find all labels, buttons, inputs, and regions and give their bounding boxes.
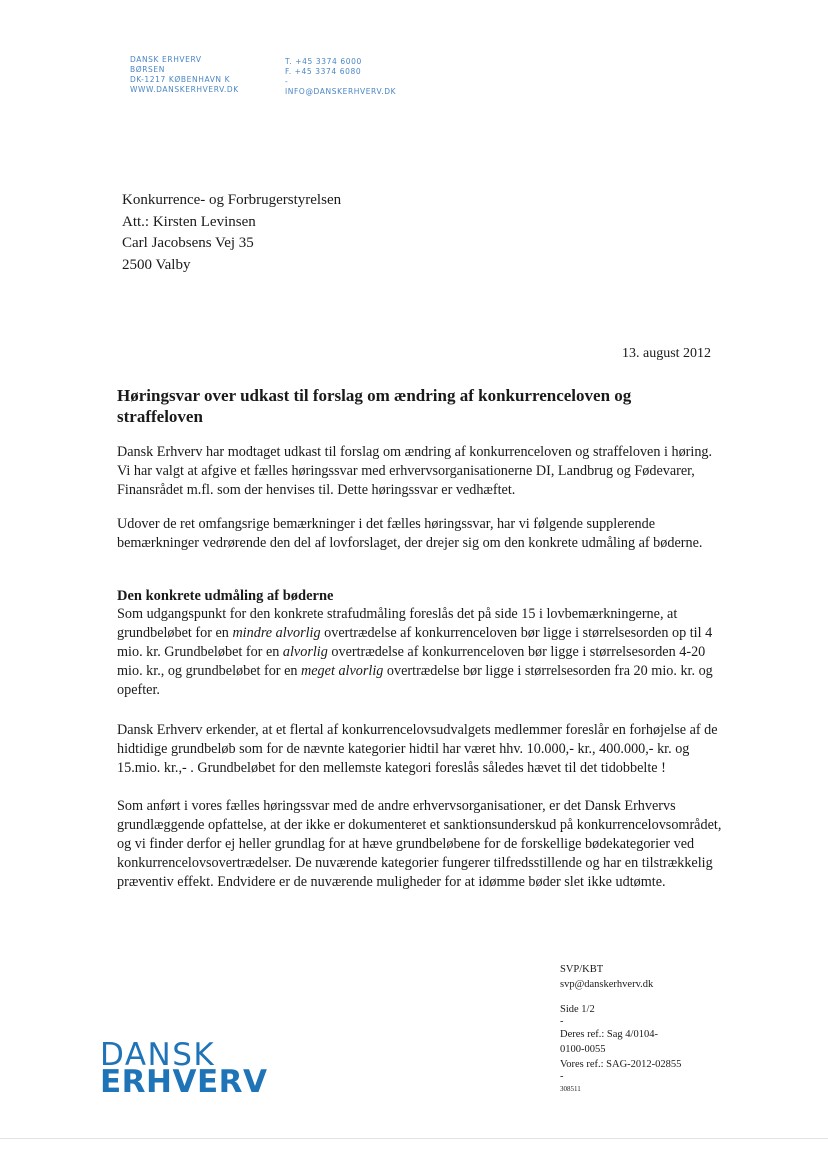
recipient-city: 2500 Valby — [122, 256, 191, 273]
section-subheading: Den konkrete udmåling af bøderne — [117, 588, 334, 604]
author-email: svp@danskerhverv.dk — [560, 979, 654, 990]
paragraph-supplement: Udover de ret omfangsrige bemærkninger i det fælles høringssvar, har vi følgende supplerende bemærkninger vedrørende den del af lovforslaget, der drejer sig om den konkrete udmåling af bøderne. — [117, 516, 703, 551]
fine-levels-text-3: overtrædelse af konkurrenceloven bør ligge i størrelsesorden 4-20 mio. kr., og grundbeløbet for en — [117, 644, 706, 679]
recipient-organization: Konkurrence- og Forbrugerstyrelsen — [122, 192, 342, 208]
letterhead-city: DK-1217 KØBENHAVN K — [130, 75, 231, 84]
letterhead-address — [130, 55, 239, 95]
letterhead-org: DANSK ERHVERV — [130, 55, 202, 64]
author-initials: SVP/KBT — [560, 964, 604, 975]
page-bottom-divider — [0, 1138, 828, 1139]
letterhead-email: INFO@DANSKERHVERV.DK — [285, 87, 397, 96]
paragraph-position: Som anført i vores fælles høringssvar med de andre erhvervsorganisationer, er det Dansk Erhvervs grundlæggende opfattelse, at der ikke er dokumenteret et sanktionsunderskud på konkurrencelovsområdet, og vi finder derfor ej heller grundlag for at hæve grundbeløbene for de forskellige bødekategorier ved konkurrencelovsovertrædelser. De nuværende kategorier fungerer tilfredsstillende og har en tilstrækkelig præventiv effekt. Endvidere er de nuværende muligheder for at idømme bøder slet ikke udtømte. — [117, 798, 722, 890]
fine-levels-italic-2: alvorlig — [282, 644, 328, 660]
our-reference: Vores ref.: SAG-2012-02855 — [560, 1059, 682, 1070]
logo-line-erhverv: ERHVERV — [100, 1064, 268, 1100]
fine-levels-italic-3: meget alvorlig — [301, 663, 384, 679]
separator-dash-2: - — [560, 1071, 564, 1082]
letterhead-building: BØRSEN — [130, 65, 165, 74]
dansk-erhverv-logo — [100, 1037, 268, 1100]
letterhead-dash: - — [285, 77, 289, 86]
fine-levels-text-1: Som udgangspunkt for den konkrete strafudmåling foreslås det på side 15 i lovbemærkningerne, at grundbeløbet for en — [117, 606, 678, 641]
fine-levels-italic-1: mindre alvorlig — [232, 625, 321, 641]
paragraph-intro: Dansk Erhverv har modtaget udkast til forslag om ændring af konkurrenceloven og straffeloven i høring. Vi har valgt at afgive et fælles høringssvar med erhvervsorganisationerne DI, Landbrug og Fødevarer, Finansrådet m.fl. som der henvises til. Dette høringssvar er vedhæftet. — [117, 444, 713, 498]
separator-dash: - — [560, 1016, 564, 1027]
fine-levels-text-2: overtrædelse af konkurrenceloven bør ligge i størrelsesorden op til 4 mio. kr. Grundbeløbet for en — [117, 625, 713, 660]
logo-line-dansk: DANSK — [100, 1037, 216, 1073]
recipient-attention: Att.: Kirsten Levinsen — [122, 213, 256, 230]
letterhead-phone: T. +45 3374 6000 — [285, 57, 362, 66]
document-number: 308511 — [560, 1085, 581, 1093]
letter-heading: Høringsvar over udkast til forslag om ændring af konkurrenceloven og straffeloven — [117, 386, 632, 426]
page-number: Side 1/2 — [560, 1004, 595, 1015]
letter-date: 13. august 2012 — [622, 346, 712, 361]
fine-levels-text-4: overtrædelse bør ligge i størrelsesorden fra 20 mio. kr. og opefter. — [117, 663, 713, 698]
footer-references — [560, 962, 681, 1097]
paragraph-fine-levels — [117, 605, 722, 700]
letterhead-fax: F. +45 3374 6080 — [285, 67, 362, 76]
letterhead-website: WWW.DANSKERHVERV.DK — [130, 85, 239, 94]
recipient-address — [122, 190, 341, 276]
paragraph-recognition: Dansk Erhverv erkender, at et flertal af konkurrencelovsudvalgets medlemmer foreslår en forhøjelse af de hidtidige grundbeløb som for de nævnte kategorier hidtil har været hhv. 10.000,- kr., 400.000,- kr. og 15.mio. kr.,- . Grundbeløbet for den mellemste kategori foreslås således hævet til det tidobbelte ! — [117, 722, 718, 776]
their-reference: Deres ref.: Sag 4/0104-0100-0055 — [560, 1029, 658, 1055]
letterhead-contact — [285, 57, 396, 97]
recipient-street: Carl Jacobsens Vej 35 — [122, 235, 254, 251]
